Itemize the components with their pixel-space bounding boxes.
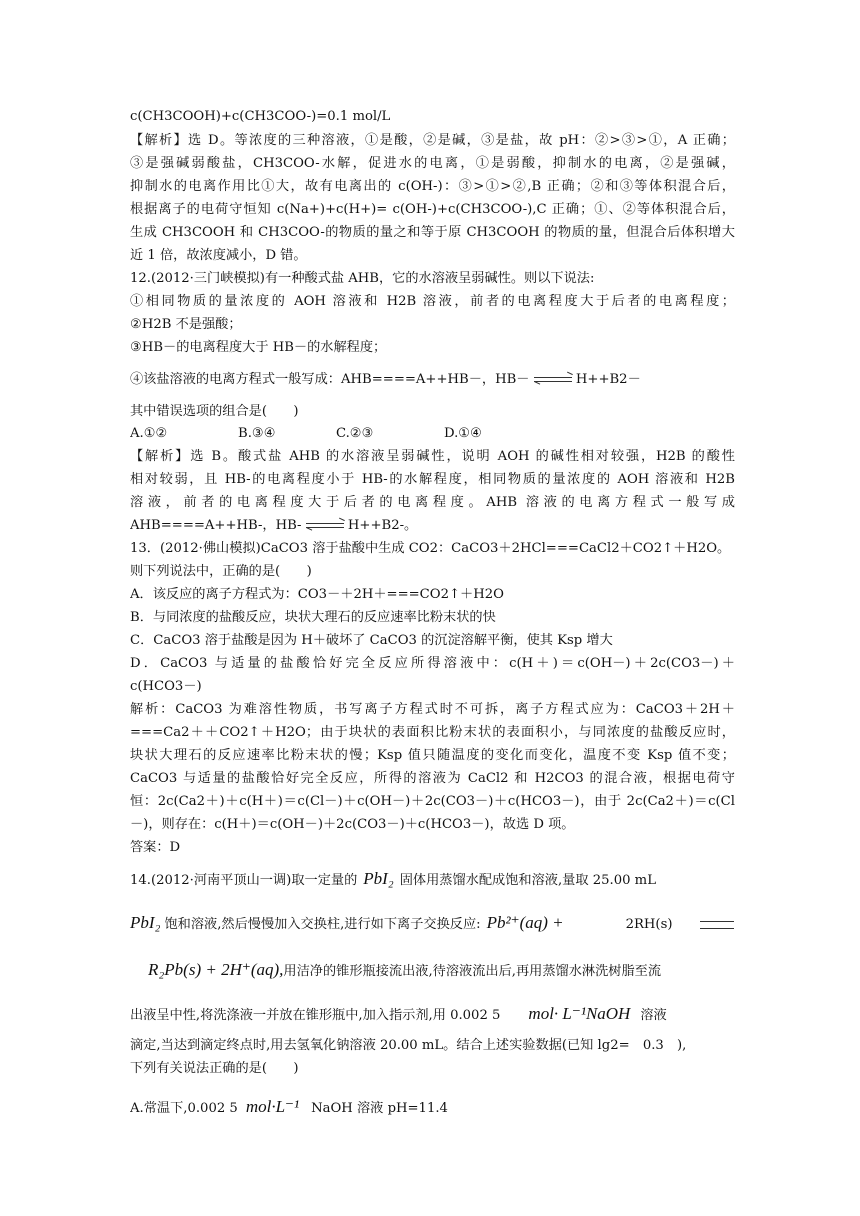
text-line: 下列有关说法正确的是( ) bbox=[130, 1061, 299, 1076]
text-line: ③HB－的电离程度大于 HB－的水解程度； bbox=[130, 340, 387, 355]
text-line: ③是强碱弱酸盐，CH3COO-水解，促进水的电离，①是弱酸，抑制水的电离，②是强碱， bbox=[130, 156, 735, 171]
text-run: 14.(2012·河南平顶山一调)取一定量的 bbox=[130, 873, 358, 888]
text-run: 溶液 bbox=[640, 1008, 667, 1023]
text-line: 根据离子的电荷守恒知 c(Na+)+c(H+)= c(OH-)+c(CH3COO-),C 正确；①、②等体积混合后， bbox=[130, 202, 735, 217]
text-run: A.常温下,0.002 5 bbox=[130, 1101, 238, 1116]
option-a: A．该反应的离子方程式为：CO3－＋2H＋===CO2↑＋H2O bbox=[130, 587, 504, 602]
text-line: c(CH3COOH)+c(CH3COO-)=0.1 mol/L bbox=[130, 109, 391, 124]
formula: R₂Pb(s) + 2H⁺(aq), bbox=[148, 960, 284, 979]
text-run: 固体用蒸馏水配成饱和溶液,量取 25.00 mL bbox=[399, 873, 656, 888]
text-line bbox=[130, 912, 745, 936]
equation-text: H++B2－ bbox=[575, 372, 641, 387]
text-line: ②H2B 不是强酸； bbox=[130, 317, 242, 332]
text-line: 则下列说法中，正确的是( ) bbox=[130, 564, 312, 579]
text-run: 饱和溶液,然后慢慢加入交换柱,进行如下离子交换反应: bbox=[164, 917, 481, 932]
text-line: ①相同物质的量浓度的 AOH 溶液和 H2B 溶液，前者的电离程度大于后者的电离程度； bbox=[130, 294, 735, 309]
text-run: 出液呈中性,将洗涤液一并放在锥形瓶中,加入指示剂,用 0.002 5 bbox=[130, 1008, 501, 1023]
formula: mol· L⁻¹NaOH bbox=[528, 1004, 631, 1023]
equation-line bbox=[130, 515, 735, 537]
text-line: 近 1 倍，故浓度减小，D 错。 bbox=[130, 248, 307, 263]
option-d: D．CaCO3 与适量的盐酸恰好完全反应所得溶液中：c(H＋)＝c(OH－)＋2c(CO3－)＋ bbox=[130, 656, 735, 671]
text-line: 其中错误选项的组合是( ) bbox=[130, 404, 299, 419]
formula: mol·L⁻¹ bbox=[245, 1097, 300, 1116]
formula: PbI₂ bbox=[363, 869, 394, 888]
text-line: －)，则存在：c(H＋)＝c(OH－)＋2c(CO3－)＋c(HCO3－)，故选 D 项。 bbox=[130, 817, 575, 832]
option-a: A.①② bbox=[130, 426, 168, 441]
question-14-title bbox=[130, 868, 735, 892]
text-line: 滴定,当达到滴定终点时,用去氢氧化钠溶液 20.00 mL。结合上述实验数据(已知 lg2= 0.3 ), bbox=[130, 1038, 687, 1053]
equation-line bbox=[130, 369, 735, 391]
text-line: 恒：2c(Ca2＋)＋c(H＋)＝c(Cl－)＋c(OH－)＋2c(CO3－)＋c(HCO3－)，由于 2c(Ca2＋)＝c(Cl bbox=[130, 794, 735, 809]
question-12-title: 12.(2012·三门峡模拟)有一种酸式盐 AHB，它的水溶液呈弱碱性。则以下说法: bbox=[130, 271, 595, 286]
text-run: NaOH 溶液 pH=11.4 bbox=[311, 1101, 448, 1116]
equation-text: AHB====A++HB-，HB- bbox=[130, 518, 302, 533]
text-line: 抑制水的电离作用比①大，故有电离出的 c(OH-)：③>①>②,B 正确；②和③等体积混合后， bbox=[130, 179, 735, 194]
option-d: D.①④ bbox=[444, 426, 482, 441]
text-line: 解析：CaCO3 为难溶性物质，书写离子方程式时不可拆，离子方程式应为：CaCO3＋2H＋ bbox=[130, 702, 735, 717]
text-line: 相对较弱，且 HB-的电离程度小于 HB-的水解程度，相同物质的量浓度的 AOH 溶液和 H2B bbox=[130, 472, 735, 487]
formula: PbI₂ bbox=[130, 913, 161, 932]
text-line: 溶液，前者的电离程度大于后者的电离程度。AHB 溶液的电离方程式一般写成 bbox=[130, 495, 735, 510]
text-line bbox=[148, 959, 738, 983]
option-c: C．CaCO3 溶于盐酸是因为 H＋破坏了 CaCO3 的沉淀溶解平衡，使其 Ksp 增大 bbox=[130, 633, 613, 648]
option-b: B．与同浓度的盐酸反应，块状大理石的反应速率比粉末状的快 bbox=[130, 610, 496, 625]
text-line: 【解析】选 B。酸式盐 AHB 的水溶液呈弱碱性，说明 AOH 的碱性相对较强，H2B 的酸性 bbox=[130, 449, 735, 464]
text-run: 用洁净的锥形瓶接流出液,待溶液流出后,再用蒸馏水淋洗树脂至流 bbox=[283, 964, 662, 979]
question-13-title: 13．(2012·佛山模拟)CaCO3 溶于盐酸中生成 CO2：CaCO3＋2HCl===CaCl2＋CO2↑＋H2O。 bbox=[130, 541, 731, 556]
text-line: 生成 CH3COOH 和 CH3COO-的物质的量之和等于原 CH3COOH 的物质的量，但混合后体积增大 bbox=[130, 225, 735, 240]
equation-text: H++B2-。 bbox=[347, 518, 418, 533]
text-line: 【解析】选 D。等浓度的三种溶液，①是酸，②是碱，③是盐，故 pH：②>③>①，A 正确； bbox=[130, 133, 735, 148]
reversible-arrow-icon bbox=[534, 375, 572, 385]
formula: Pb²⁺(aq) + bbox=[486, 913, 564, 932]
text-line: c(HCO3－) bbox=[130, 679, 202, 694]
option-a bbox=[130, 1096, 735, 1120]
text-line: ===Ca2＋＋CO2↑＋H2O；由于块状的表面积比粉末状的表面积小，与同浓度的盐酸反应时， bbox=[130, 725, 735, 740]
equilibrium-sign-icon bbox=[700, 921, 734, 929]
equation-text: ④该盐溶液的电离方程式一般写成：AHB====A++HB－，HB－ bbox=[130, 372, 530, 387]
reversible-arrow-icon bbox=[306, 521, 344, 531]
text-line bbox=[130, 1003, 735, 1027]
options-row bbox=[130, 423, 735, 445]
text-run: 2RH(s) bbox=[625, 917, 673, 932]
text-line: 块状大理石的反应速率比粉末状的慢；Ksp 值只随温度的变化而变化，温度不变 Ksp 值不变； bbox=[130, 748, 735, 763]
option-b: B.③④ bbox=[238, 426, 276, 441]
text-line: CaCO3 与适量的盐酸恰好完全反应，所得的溶液为 CaCl2 和 H2CO3 的混合液，根据电荷守 bbox=[130, 771, 735, 786]
option-c: C.②③ bbox=[336, 426, 374, 441]
answer-line: 答案：D bbox=[130, 840, 181, 855]
